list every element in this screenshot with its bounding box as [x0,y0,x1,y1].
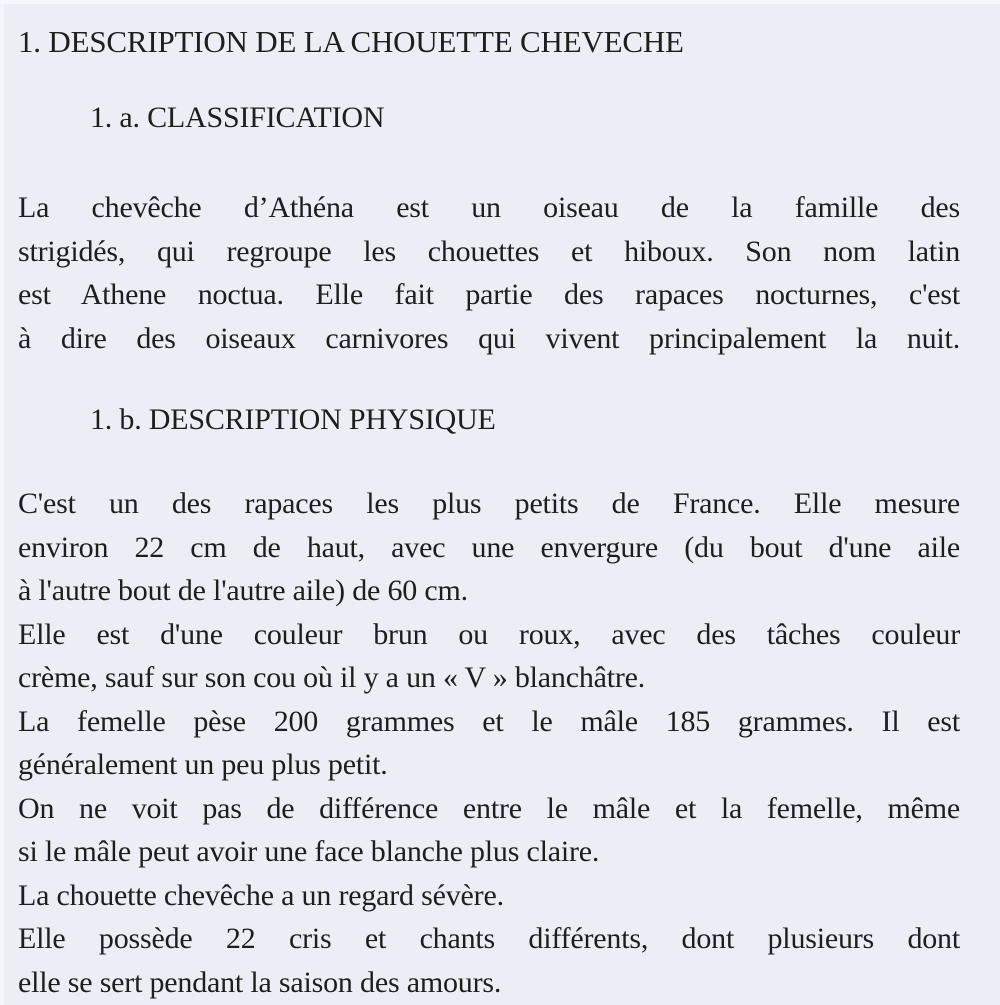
text-line: strigidés, qui regroupe les chouettes et hiboux. Son nom latin [18,234,960,268]
section-heading-classification: 1. a. CLASSIFICATION [90,101,385,134]
text-line: Elle possède 22 cris et chants différents, dont plusieurs dont [18,922,960,955]
text-line: La femelle pèse 200 grammes et le mâle 185 grammes. Il est [18,704,960,738]
text-line: On ne voit pas de différence entre le mâle et la femelle, même [18,791,960,825]
text-line: à dire des oiseaux carnivores qui vivent principalement la nuit. [18,321,960,355]
text-line: La chouette chevêche a un regard sévère. [18,878,504,912]
paragraph-physical-description [18,482,960,1004]
paragraph-classification [18,186,960,360]
text-line: Elle est d'une couleur brun ou roux, avec des tâches couleur [18,617,960,651]
text-line: à l'autre bout de l'autre aile) de 60 cm. [18,574,468,607]
text-line: généralement un peu plus petit. [18,748,388,781]
text-line: environ 22 cm de haut, avec une envergure (du bout d'une aile [18,530,960,564]
text-line: crème, sauf sur son cou où il y a un « V » blanchâtre. [18,661,646,694]
text-line: est Athene noctua. Elle fait partie des rapaces nocturnes, c'est [18,278,960,311]
document-title: 1. DESCRIPTION DE LA CHOUETTE CHEVECHE [18,24,684,59]
text-line: La chevêche d’Athéna est un oiseau de la famille des [18,191,960,224]
text-line: elle se sert pendant la saison des amours. [18,965,502,999]
text-line: si le mâle peut avoir une face blanche plus claire. [18,835,600,868]
section-heading-description-physique: 1. b. DESCRIPTION PHYSIQUE [90,403,496,436]
text-line: C'est un des rapaces les plus petits de France. Elle mesure [18,487,960,520]
